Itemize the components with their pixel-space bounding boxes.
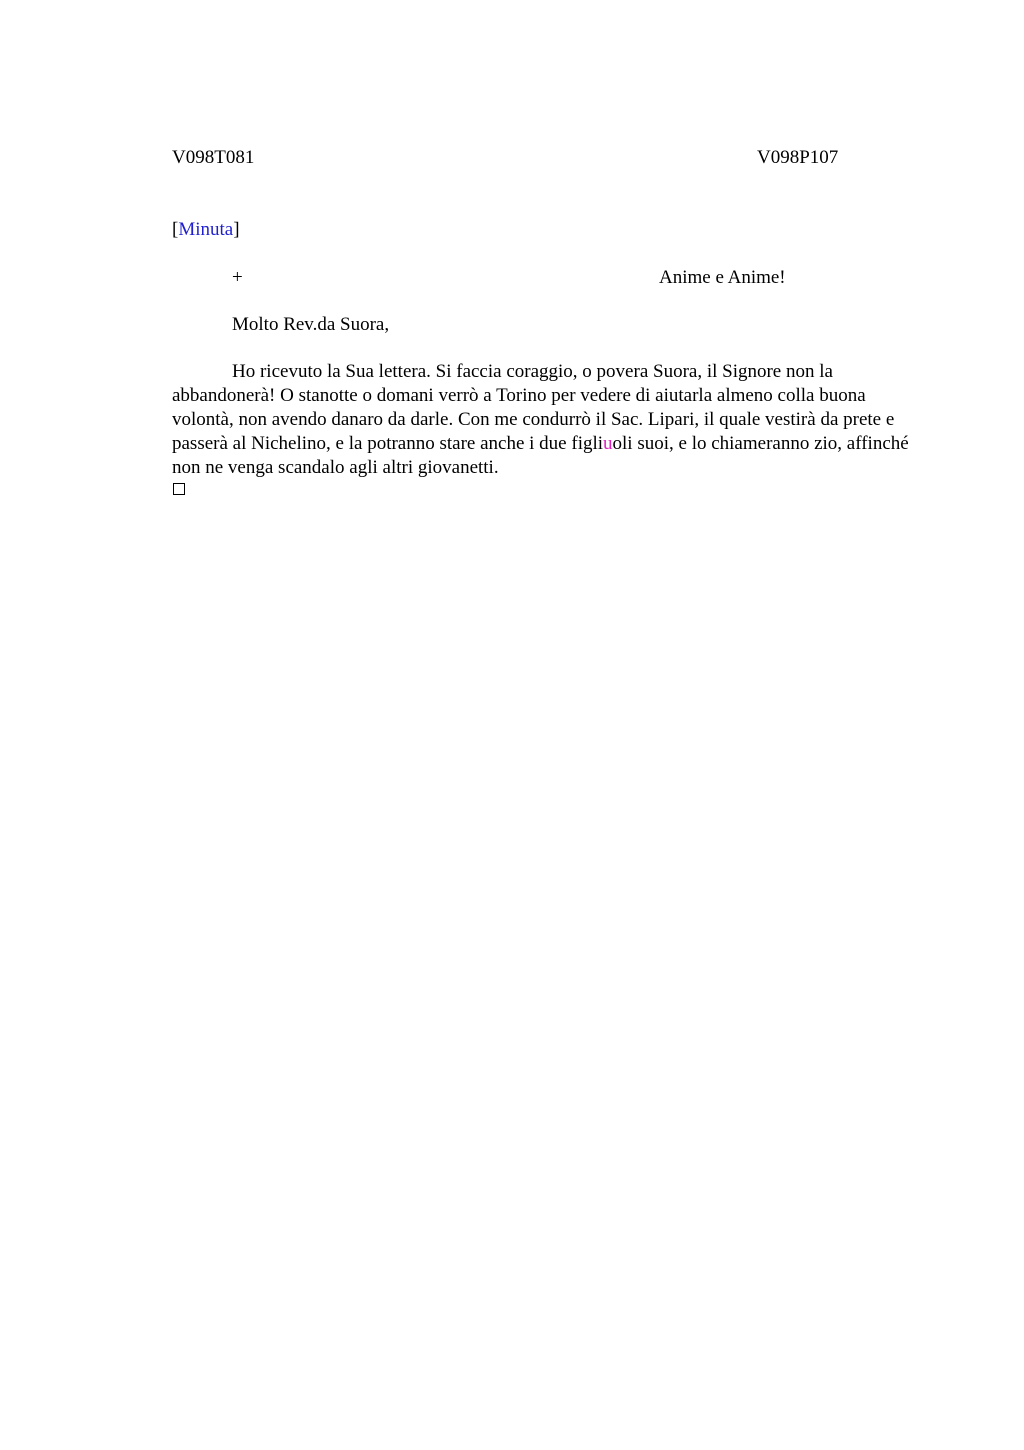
minuta-label: Minuta	[178, 219, 234, 240]
motto: Anime e Anime!	[659, 267, 786, 288]
minuta-note	[172, 218, 240, 242]
open-bracket: [	[172, 219, 179, 240]
document-code-left: V098T081	[172, 147, 255, 168]
letter-body	[172, 360, 930, 480]
square-outline-icon	[173, 483, 185, 495]
body-text-part-1: Ho ricevuto la Sua lettera. Si faccia coraggio, o povera Suora, il Signore non la abbandonerà! O stanotte o domani verrò a Torino per vedere di aiutarla almeno colla buona volontà, non avendo danaro da darle. Con me condurrò il Sac. Lipari, il quale vestirà da prete e passerà al Nichelino, e la potranno stare anche i due figli	[172, 361, 895, 454]
document-code-right: V098P107	[757, 147, 839, 168]
close-bracket: ]	[233, 219, 240, 240]
cross-symbol: +	[232, 267, 243, 288]
salutation: Molto Rev.da Suora,	[232, 314, 390, 335]
highlighted-letter: u	[603, 433, 613, 454]
body-text-part-2: oli suoi, e lo chiameranno zio, affinché non ne venga scandalo agli altri giovanetti.	[172, 433, 909, 478]
